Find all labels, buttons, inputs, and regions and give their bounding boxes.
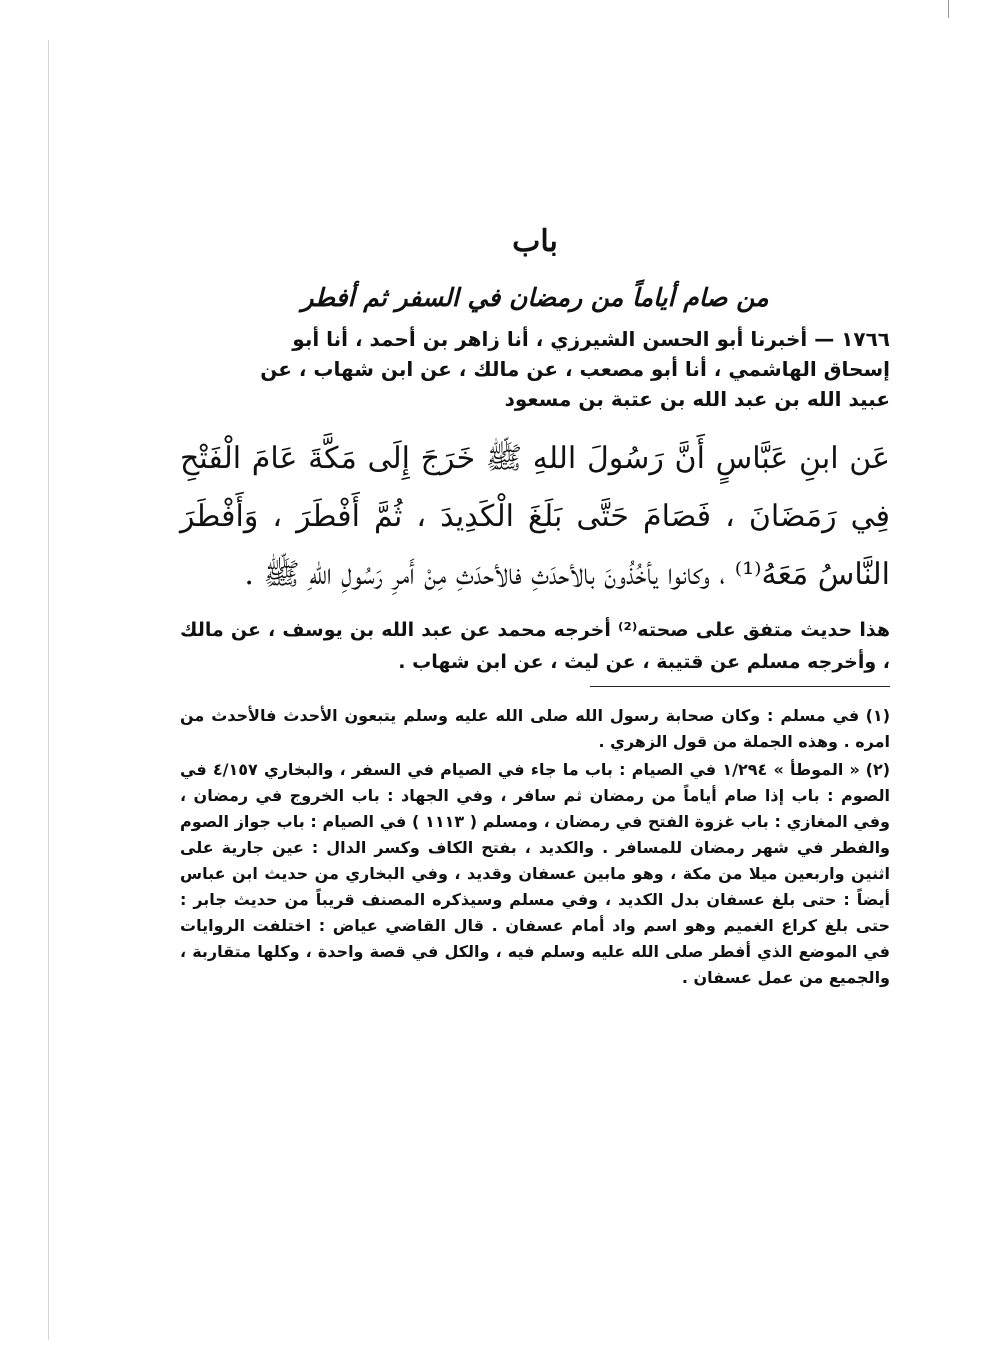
footnote <box>180 757 890 991</box>
isnad-line: عبيد الله بن عبد الله بن عتبة بن مسعود <box>504 387 890 411</box>
hadith-commentary: هذا حديث متفق على صحته⁽²⁾ أخرجه محمد عن عبد الله بن يوسف ، عن مالك ، وأخرجه مسلم عن قتيبة ، عن ليث ، عن ابن شهاب . <box>180 619 891 673</box>
hadith-matn: عَن ابنِ عَبَّاسٍ أَنَّ رَسُولَ اللهِ ﷺ خَرَجَ إِلَى مَكَّةَ عَامَ الْفَتْحِ فِي رَمَضَانَ ، فَصَامَ حَتَّى بَلَغَ الْكَدِيدَ ، ثُمَّ أَفْطَرَ ، وَأَفْطَرَ النَّاسُ مَعَهُ⁽¹⁾ ، وكانوا يأخُذُونَ بالأحدَثِ فالأحدَثِ مِنْ أَمرِ رَسُولِ اللهِ ﷺ . <box>180 441 890 592</box>
footnote-number: (١) <box>865 706 890 725</box>
chapter-title: من صام أياماً من رمضان في السفر ثم أفطر <box>301 283 769 312</box>
page-margin-line <box>48 40 49 1340</box>
chapter-heading: باب <box>512 224 558 259</box>
scan-edge-mark <box>948 0 949 18</box>
isnad-line: ١٧٦٦ — أخبرنا أبو الحسن الشيرزي ، أنا زاهر بن أحمد ، أنا أبو <box>292 327 890 351</box>
isnad-line: إسحاق الهاشمي ، أنا أبو مصعب ، عن مالك ، عن ابن شهاب ، عن <box>260 357 890 381</box>
footnote-separator <box>590 686 890 687</box>
footnote-text: « الموطأ » ١/٢٩٤ في الصيام : باب ما جاء في الصيام في السفر ، والبخاري ٤/١٥٧ في الصوم : باب إذا صام أياماً من رمضان ثم سافر ، وفي الجهاد : باب الخروج في رمضان ، وفي المغازي : باب غزوة الفتح في رمضان ، ومسلم ( ١١١٣ ) في الصيام : باب جواز الصوم والفطر في شهر رمضان للمسافر . والكديد ، بفتح الكاف وكسر الدال : عين جارية على اثنين واربعين ميلا من مكة ، وهو مابين عسفان وقديد ، وفي البخاري من حديث ابن عباس أيضاً : حتى بلغ عسفان بدل الكديد ، وفي مسلم وسيذكره المصنف قريباً من حديث جابر : حتى بلغ كراع الغميم وهو اسم واد أمام عسفان . قال القاضي عياض : اختلفت الروايات في الموضع الذي أفطر صلى الله عليه وسلم فيه ، والكل في قصة واحدة ، وكلها متقاربة ، والجميع من عمل عسفان . <box>180 760 890 987</box>
book-page <box>180 220 890 993</box>
hadith-isnad <box>180 324 890 414</box>
footnote <box>180 703 890 755</box>
footnote-text: في مسلم : وكان صحابة رسول الله صلى الله عليه وسلم يتبعون الأحدث فالأحدث من امره . وهذه الجملة من قول الزهري . <box>180 706 890 751</box>
footnote-number: (٢) <box>865 760 891 779</box>
